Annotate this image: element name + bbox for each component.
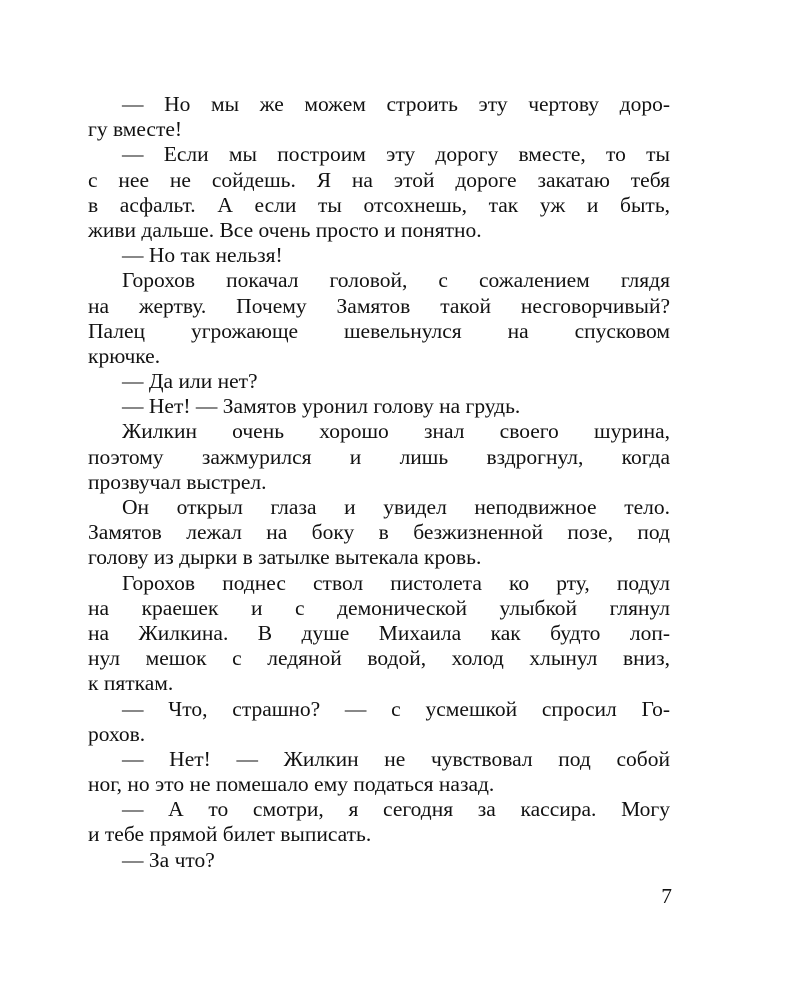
text-line: с нее не сойдешь. Я на этой дороге закатаю тебя <box>88 167 670 192</box>
text-line: в асфальт. А если ты отсохнешь, так уж и быть, <box>88 192 670 217</box>
text-line: Горохов поднес ствол пистолета ко рту, подул <box>122 570 670 595</box>
text-line: на Жилкина. В душе Михаила как будто лоп- <box>88 620 670 645</box>
text-line: на жертву. Почему Замятов такой несговорчивый? <box>88 293 670 318</box>
text-line: Жилкин очень хорошо знал своего шурина, <box>122 419 670 444</box>
text-line: — Нет! — Жилкин не чувствовал под собой <box>122 746 670 771</box>
text-line: на краешек и с демонической улыбкой глянул <box>88 595 670 620</box>
text-line: рохов. <box>88 721 146 746</box>
text-line: прозвучал выстрел. <box>88 469 267 494</box>
text-line: — Но так нельзя! <box>122 243 283 268</box>
text-line: гу вместе! <box>88 117 183 142</box>
text-line: поэтому зажмурился и лишь вздрогнул, когда <box>88 444 670 469</box>
text-line: — Да или нет? <box>122 369 258 394</box>
text-line: — Нет! — Замятов уронил голову на грудь. <box>122 394 521 419</box>
text-line: Он открыл глаза и увидел неподвижное тело. <box>122 495 670 519</box>
text-line: Замятов лежал на боку в безжизненной позе, под <box>88 520 670 545</box>
page-number: 7 <box>661 884 672 908</box>
text-line: Горохов покачал головой, с сожалением глядя <box>122 268 670 293</box>
text-line: и тебе прямой билет выписать. <box>88 822 372 847</box>
text-line: Палец угрожающе шевельнулся на спусковом <box>88 318 670 343</box>
text-line: — Но мы же можем строить эту чертову доро- <box>122 92 670 116</box>
text-line: ног, но это не помешало ему податься назад. <box>88 772 495 797</box>
text-line: к пяткам. <box>88 671 174 696</box>
text-line: — А то смотри, я сегодня за кассира. Могу <box>122 797 670 822</box>
text-line: живи дальше. Все очень просто и понятно. <box>88 217 482 242</box>
text-line: крючке. <box>88 343 161 368</box>
text-line: голову из дырки в затылке вытекала кровь. <box>88 545 482 570</box>
text-line: — Что, страшно? — с усмешкой спросил Го- <box>122 696 670 721</box>
text-line: нул мешок с ледяной водой, холод хлынул вниз, <box>88 646 670 671</box>
text-line: — Если мы построим эту дорогу вместе, то ты <box>122 142 670 167</box>
page-text <box>88 92 670 873</box>
text-line: — За что? <box>122 847 215 872</box>
